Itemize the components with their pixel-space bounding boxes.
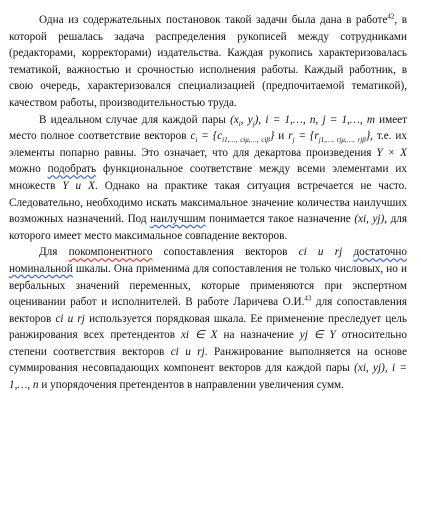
math-vectors: ci и rj — [170, 345, 205, 358]
math-vectors: ci и rj — [298, 246, 343, 259]
footnote-ref-42[interactable]: 42 — [387, 12, 395, 21]
math-vector-c — [190, 130, 275, 145]
math: (x — [230, 113, 239, 126]
text: имеет место полное соответствие векторов — [9, 113, 408, 143]
grammar-flag[interactable]: достаточно номинальной — [9, 246, 407, 275]
math-sub: i — [195, 136, 198, 145]
text: , в которой решалась задача распределения рукописей между сотрудниками (редакторами, корректорами) издательства. Каждая рукопись характеризовалась тематикой, важностью и срочностью исполнения работы. Каждый работник, в свою очередь, характеризовался специализацией (предпочитаемой тематикой), качеством работы, производительностью труда. — [9, 14, 407, 109]
text: шкалы. Она применима для сопоставления не только числовых, но и вербальных значений переменных, которые применяются при экспертном оценивании работ и исполнителей. В работе Ларичева О.И. — [9, 262, 407, 309]
text: Для — [39, 246, 69, 259]
math-sets: Y и X — [62, 179, 95, 192]
math: ), — [254, 113, 262, 126]
text: В идеальном случае для каждой пары — [39, 113, 231, 126]
text: используется порядковая шкала. Ее применение преследует цель ранжирования всех претендентов — [9, 312, 407, 342]
text: и — [274, 130, 289, 143]
math: r — [288, 130, 293, 143]
math-sub: j1,…, rjμ,…, rjβ — [318, 136, 366, 145]
text: понимается такое назначение — [205, 213, 355, 226]
math-sub: j — [292, 136, 295, 145]
text: , для которого имеет место максимальное совпадение векторов. — [9, 213, 407, 242]
text — [342, 246, 353, 258]
text: , т.е. их элементы попарно равны. Это означает, что для декартова произведения — [9, 130, 407, 159]
math-sub: i1,…, ciμ,…, ciβ — [222, 136, 270, 145]
math: = {r — [294, 130, 319, 143]
math-cartesian: Y × X — [376, 146, 408, 159]
text: Одна из содержательных постановок такой задачи была дана в работе — [39, 14, 388, 26]
math-range-j: j = 1,…, m — [322, 113, 375, 126]
paragraph-2 — [9, 112, 407, 245]
grammar-flag[interactable]: подобрать — [47, 163, 97, 176]
text: можно — [9, 163, 48, 176]
text: . Ранжирование выполняется на основе суммирования несовпадающих компонент векторов для каждой пары — [9, 345, 407, 375]
math-pair: (xi, yj), — [354, 362, 388, 375]
math-vectors: ci и rj — [55, 312, 85, 325]
text: сопоставления векторов — [152, 246, 299, 259]
math-sub: i — [238, 119, 241, 128]
text: функциональное соответствие между всеми элементами их множеств — [9, 163, 407, 192]
grammar-flag[interactable]: наилучшим — [150, 213, 206, 226]
paragraph-3 — [9, 244, 407, 393]
text: для сопоставления векторов — [9, 296, 407, 325]
math-range-i: i = 1,…, n — [9, 362, 407, 392]
text: . Однако на практике такая ситуация встречается не часто. Следовательно, необходимо искать максимальное значение количества наилучших возможных назначений. Под — [9, 179, 407, 226]
footnote-ref-43[interactable]: 43 — [304, 294, 312, 303]
math: } — [269, 130, 275, 143]
math: = {c — [197, 130, 223, 143]
math: } — [365, 130, 371, 143]
math: c — [190, 130, 196, 143]
math-condition: yj ∈ Y — [299, 329, 336, 342]
math-vector-r — [288, 130, 371, 145]
spelling-flag[interactable]: покомпонентного — [68, 246, 153, 259]
math-range-i: i = 1,…, n, — [261, 113, 319, 126]
paragraph-1 — [9, 12, 407, 112]
text: на назначение — [217, 329, 300, 342]
math: , y — [240, 113, 253, 126]
text: относительно степени соответствия векторов — [9, 329, 407, 358]
math-pair: (xi, yj) — [354, 213, 385, 226]
text: и упорядочения претендентов в направлении увеличения сумм. — [38, 379, 344, 392]
math-pair — [230, 114, 261, 126]
math-condition: xi ∈ X — [180, 329, 218, 342]
math-sub: j — [252, 119, 255, 128]
